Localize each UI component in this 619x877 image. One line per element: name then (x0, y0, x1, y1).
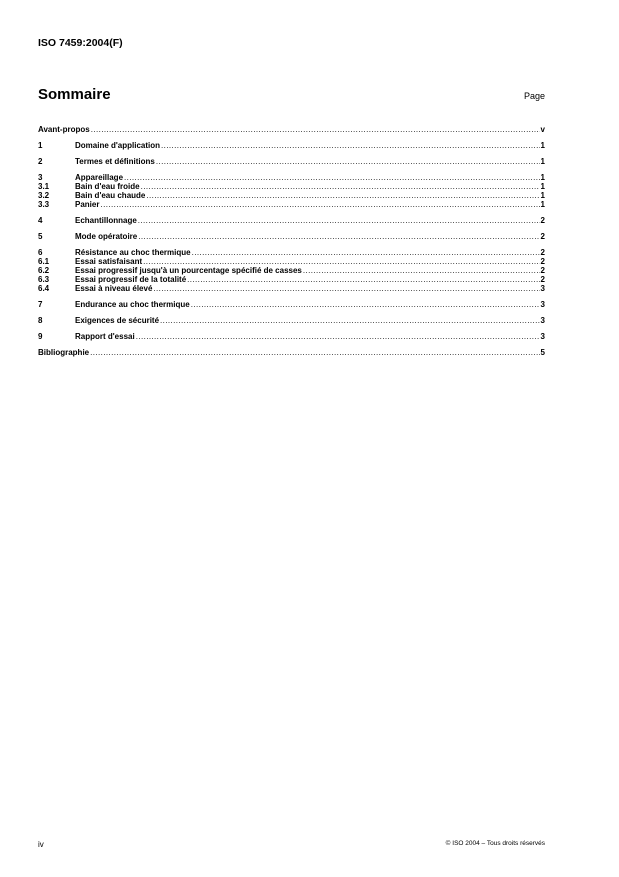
contents-title-row (38, 86, 545, 103)
toc-leader-dots (143, 257, 539, 266)
toc-leader-dots (124, 173, 540, 182)
table-of-contents (38, 125, 545, 357)
toc-entry-number: 1 (38, 141, 43, 150)
toc-entry-number: 6.3 (38, 275, 50, 284)
toc-leader-dots (138, 232, 539, 241)
toc-entry[interactable] (38, 266, 545, 275)
toc-entry-title[interactable]: Rapport d'essai (75, 332, 135, 341)
toc-leader-dots (141, 182, 540, 191)
footer-copyright: © ISO 2004 – Tous droits réservés (445, 840, 545, 847)
toc-entry-number: 7 (38, 300, 43, 309)
toc-leader-dots (161, 141, 540, 150)
toc-entry-title[interactable]: Bibliographie (38, 348, 90, 357)
footer-page-number: iv (38, 840, 44, 849)
toc-entry[interactable] (38, 275, 545, 284)
toc-leader-dots (156, 157, 540, 166)
toc-entry-page: 2 (540, 232, 545, 241)
toc-leader-dots (100, 200, 539, 209)
toc-entry-page: 3 (540, 300, 545, 309)
toc-entry[interactable] (38, 182, 545, 191)
toc-entry-title[interactable]: Appareillage (75, 173, 124, 182)
toc-entry-page: 3 (540, 316, 545, 325)
toc-entry-title[interactable]: Termes et définitions (75, 157, 155, 166)
toc-entry-title[interactable]: Echantillonnage (75, 216, 137, 225)
toc-entry-page: 1 (540, 141, 545, 150)
toc-entry-number: 3.1 (38, 182, 50, 191)
toc-entry[interactable] (38, 173, 545, 182)
toc-entry-page: 2 (540, 266, 545, 275)
toc-entry-title[interactable]: Bain d'eau chaude (75, 191, 146, 200)
toc-entry-title[interactable]: Domaine d'application (75, 141, 161, 150)
toc-entry[interactable] (38, 348, 545, 357)
toc-entry-title[interactable]: Mode opératoire (75, 232, 138, 241)
contents-title: Sommaire (38, 86, 111, 103)
toc-entry[interactable] (38, 232, 545, 241)
toc-entry-title[interactable]: Essai à niveau élevé (75, 284, 153, 293)
toc-leader-dots (138, 216, 540, 225)
toc-entry[interactable] (38, 125, 545, 134)
toc-leader-dots (146, 191, 539, 200)
toc-entry-page: 1 (540, 182, 545, 191)
toc-entry-page: 2 (540, 216, 545, 225)
toc-leader-dots (91, 125, 540, 134)
toc-entry-title[interactable]: Exigences de sécurité (75, 316, 160, 325)
toc-entry[interactable] (38, 216, 545, 225)
toc-entry-number: 6.1 (38, 257, 50, 266)
page-column-label: Page (523, 91, 545, 101)
toc-entry-number: 5 (38, 232, 43, 241)
toc-entry[interactable] (38, 248, 545, 257)
toc-entry[interactable] (38, 157, 545, 166)
toc-entry[interactable] (38, 300, 545, 309)
toc-entry-title[interactable]: Essai satisfaisant (75, 257, 143, 266)
toc-entry-title[interactable]: Avant-propos (38, 125, 90, 134)
toc-entry-number: 8 (38, 316, 43, 325)
toc-entry-page: 1 (540, 173, 545, 182)
toc-leader-dots (90, 348, 539, 357)
toc-entry-page: 2 (540, 275, 545, 284)
toc-leader-dots (191, 300, 540, 309)
toc-entry-number: 3.3 (38, 200, 50, 209)
toc-entry-page: 2 (540, 248, 545, 257)
toc-entry-title[interactable]: Résistance au choc thermique (75, 248, 191, 257)
toc-leader-dots (160, 316, 540, 325)
toc-leader-dots (187, 275, 539, 284)
toc-entry-number: 6.4 (38, 284, 50, 293)
toc-leader-dots (136, 332, 540, 341)
toc-entry-title[interactable]: Bain d'eau froide (75, 182, 140, 191)
toc-leader-dots (153, 284, 539, 293)
toc-leader-dots (192, 248, 540, 257)
toc-entry-page: 3 (540, 332, 545, 341)
toc-entry-page: 1 (540, 191, 545, 200)
toc-entry-title[interactable]: Panier (75, 200, 100, 209)
toc-entry-page: 1 (540, 157, 545, 166)
toc-entry-number: 2 (38, 157, 43, 166)
toc-entry-page: v (540, 125, 545, 134)
toc-entry-number: 9 (38, 332, 43, 341)
document-code: ISO 7459:2004(F) (38, 37, 123, 49)
toc-leader-dots (303, 266, 540, 275)
toc-entry[interactable] (38, 200, 545, 209)
toc-entry-number: 6.2 (38, 266, 50, 275)
toc-entry[interactable] (38, 332, 545, 341)
toc-entry-number: 3 (38, 173, 43, 182)
toc-entry[interactable] (38, 191, 545, 200)
toc-entry-title[interactable]: Essai progressif jusqu'à un pourcentage spécifié de casses (75, 266, 302, 275)
toc-entry-title[interactable]: Essai progressif de la totalité (75, 275, 187, 284)
toc-entry-title[interactable]: Endurance au choc thermique (75, 300, 190, 309)
toc-entry[interactable] (38, 257, 545, 266)
toc-entry-page: 3 (540, 284, 545, 293)
toc-entry-page: 1 (540, 200, 545, 209)
toc-entry-number: 3.2 (38, 191, 50, 200)
toc-entry-page: 2 (540, 257, 545, 266)
toc-entry-number: 6 (38, 248, 43, 257)
toc-entry[interactable] (38, 141, 545, 150)
toc-entry[interactable] (38, 284, 545, 293)
toc-entry[interactable] (38, 316, 545, 325)
toc-entry-page: 5 (540, 348, 545, 357)
toc-entry-number: 4 (38, 216, 43, 225)
